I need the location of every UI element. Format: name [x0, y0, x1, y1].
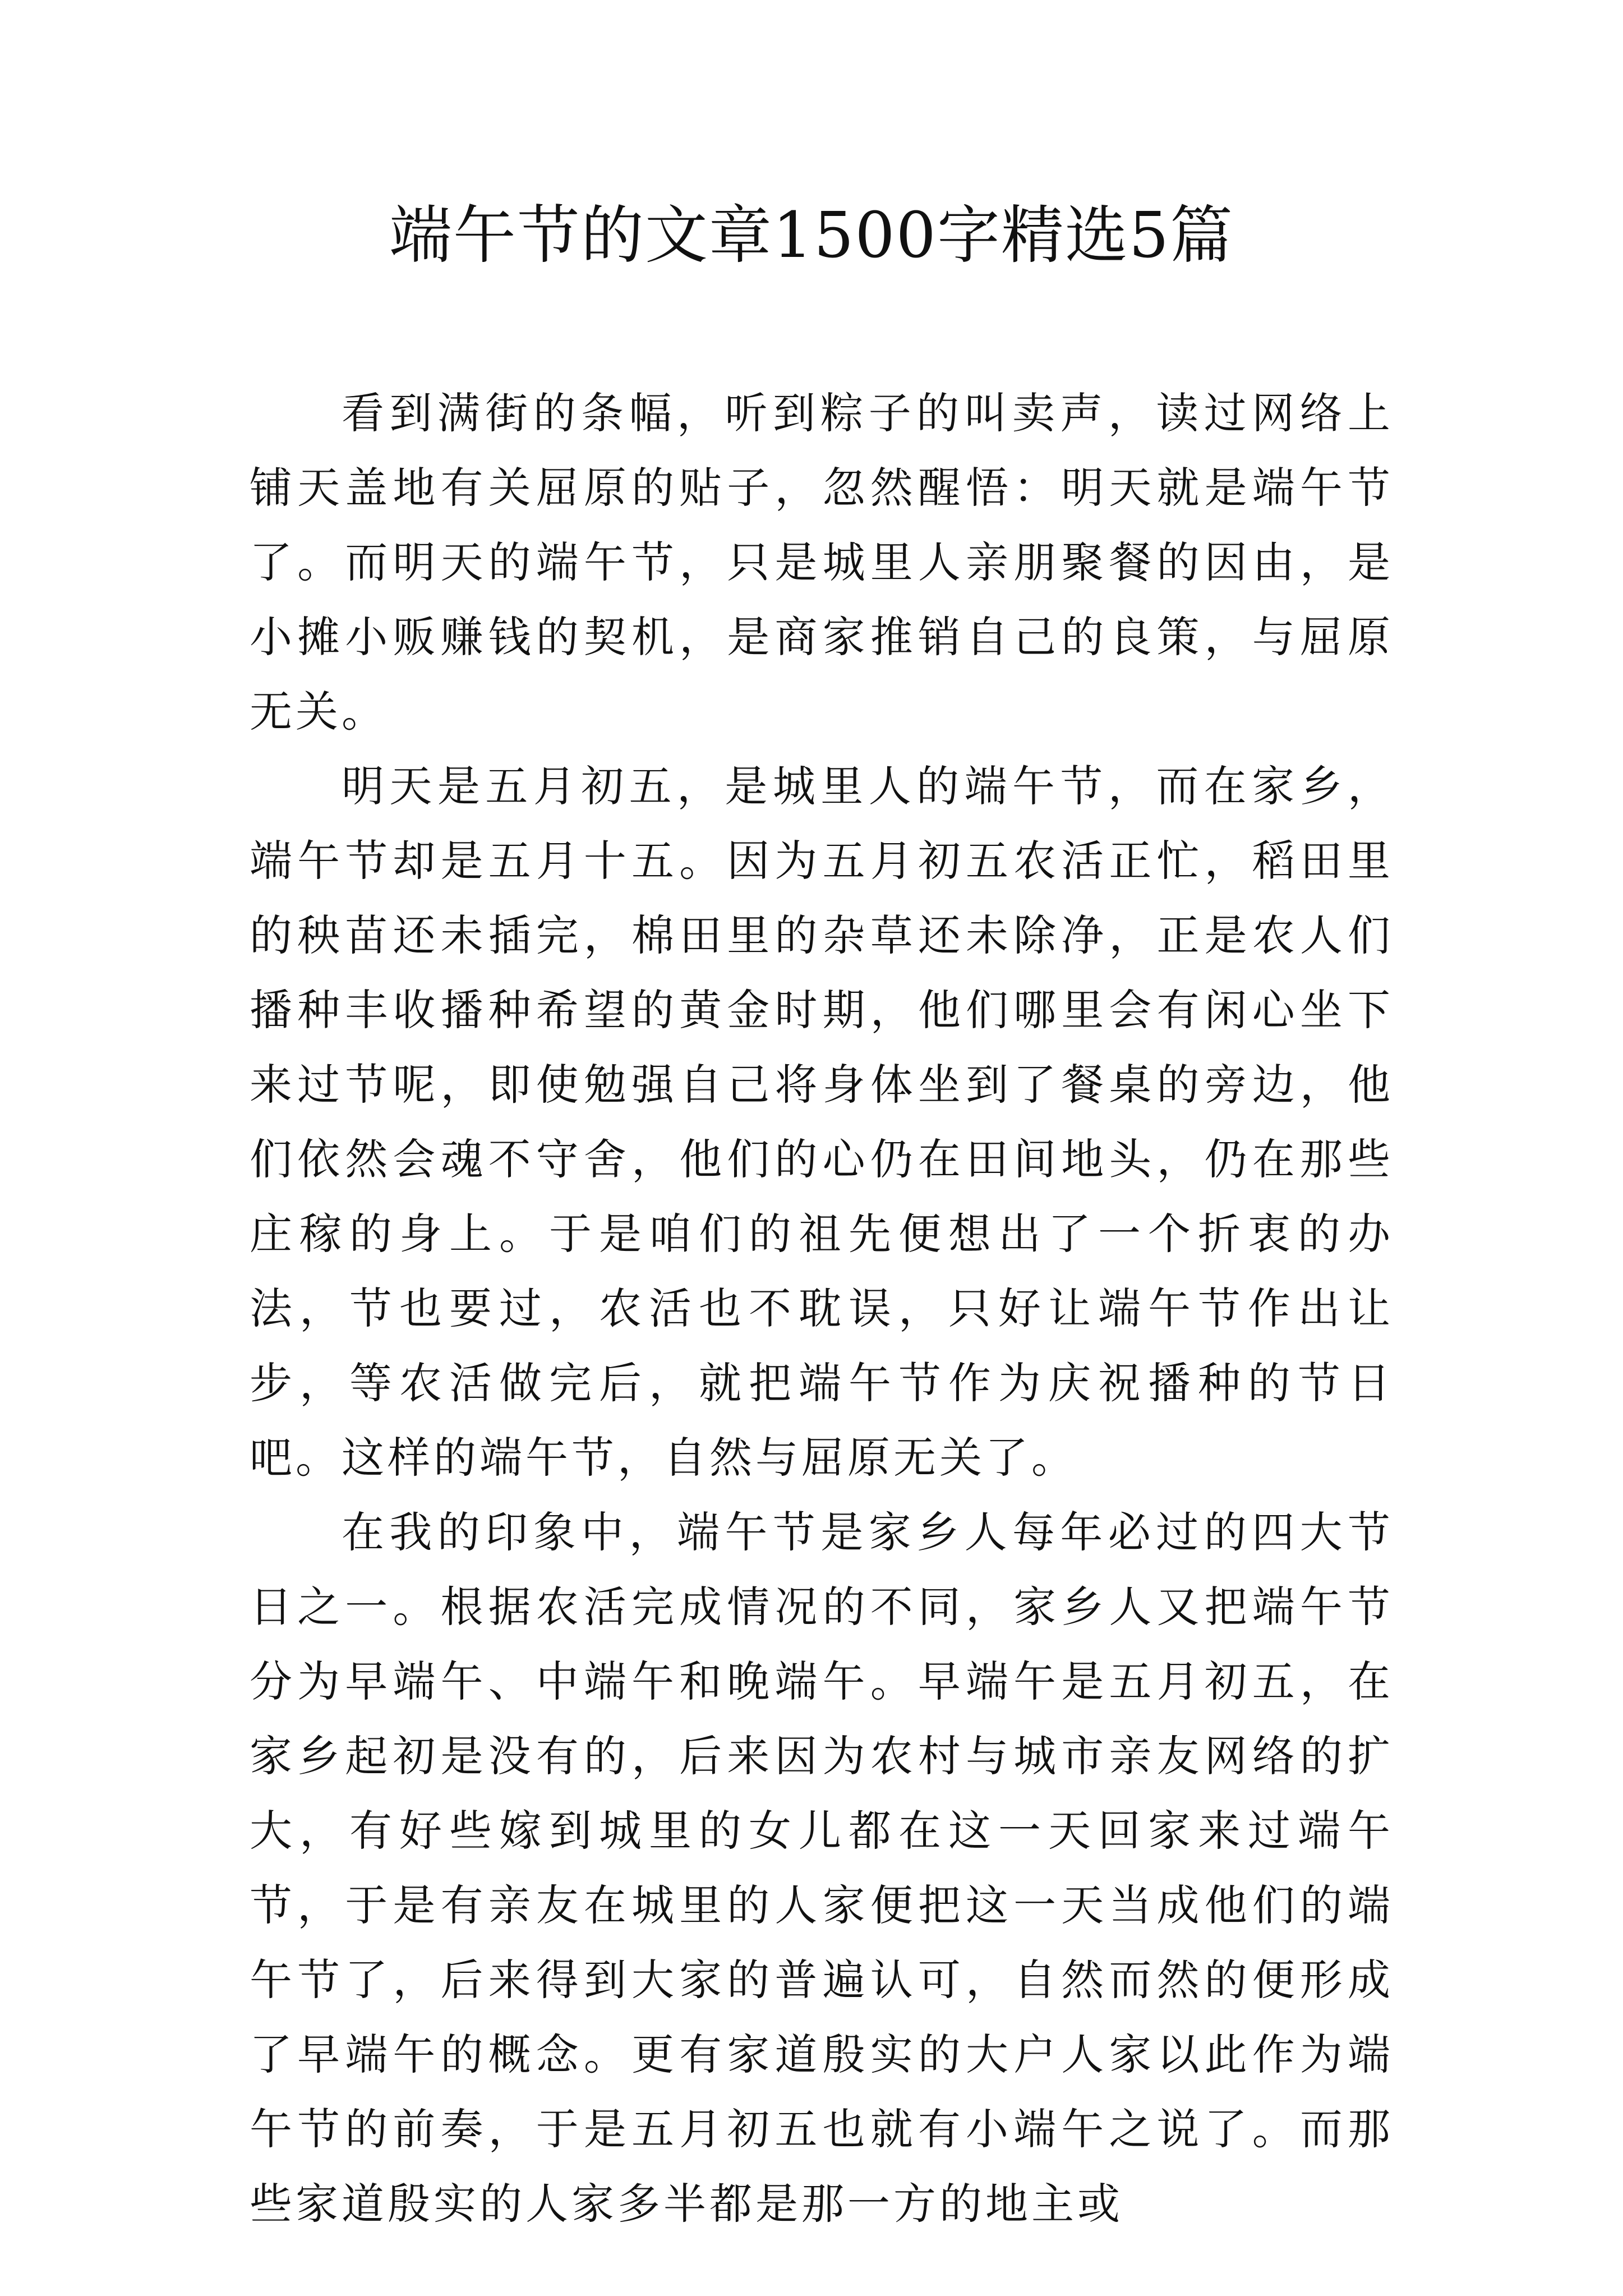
- paragraph-2: 明天是五月初五，是城里人的端午节，而在家乡，端午节却是五月十五。因为五月初五农活正忙，稻田里的秧苗还未插完，棉田里的杂草还未除净，正是农人们播种丰收播种希望的黄金时期，他们哪里会有闲心坐下来过节呢，即使勉强自己将身体坐到了餐桌的旁边，他们依然会魂不守舍，他们的心仍在田间地头，仍在那些庄稼的身上。于是咱们的祖先便想出了一个折衷的办法，节也要过，农活也不耽误，只好让端午节作出让步，等农活做完后，就把端午节作为庆祝播种的节日吧。这样的端午节，自然与屈原无关了。: [250, 761, 1394, 1483]
- paragraph-1: 看到满街的条幅，听到粽子的叫卖声，读过网络上铺天盖地有关屈原的贴子，忽然醒悟：明天就是端午节了。而明天的端午节，只是城里人亲朋聚餐的因由，是小摊小贩赚钱的契机，是商家推销自己的良策，与屈原无关。: [250, 388, 1394, 737]
- document-body: [250, 376, 1394, 2241]
- paragraph-3: 在我的印象中，端午节是家乡人每年必过的四大节日之一。根据农活完成情况的不同，家乡人又把端午节分为早端午、中端午和晚端午。早端午是五月初五，在家乡起初是没有的，后来因为农村与城市亲友网络的扩大，有好些嫁到城里的女儿都在这一天回家来过端午节，于是有亲友在城里的人家便把这一天当成他们的端午节了，后来得到大家的普遍认可，自然而然的便形成了早端午的概念。更有家道殷实的大户人家以此作为端午节的前奏，于是五月初五也就有小端午之说了。而那些家道殷实的人家多半都是那一方的地主或: [250, 1507, 1394, 2229]
- document-title: 端午节的文章1500字精选5篇: [389, 199, 1234, 272]
